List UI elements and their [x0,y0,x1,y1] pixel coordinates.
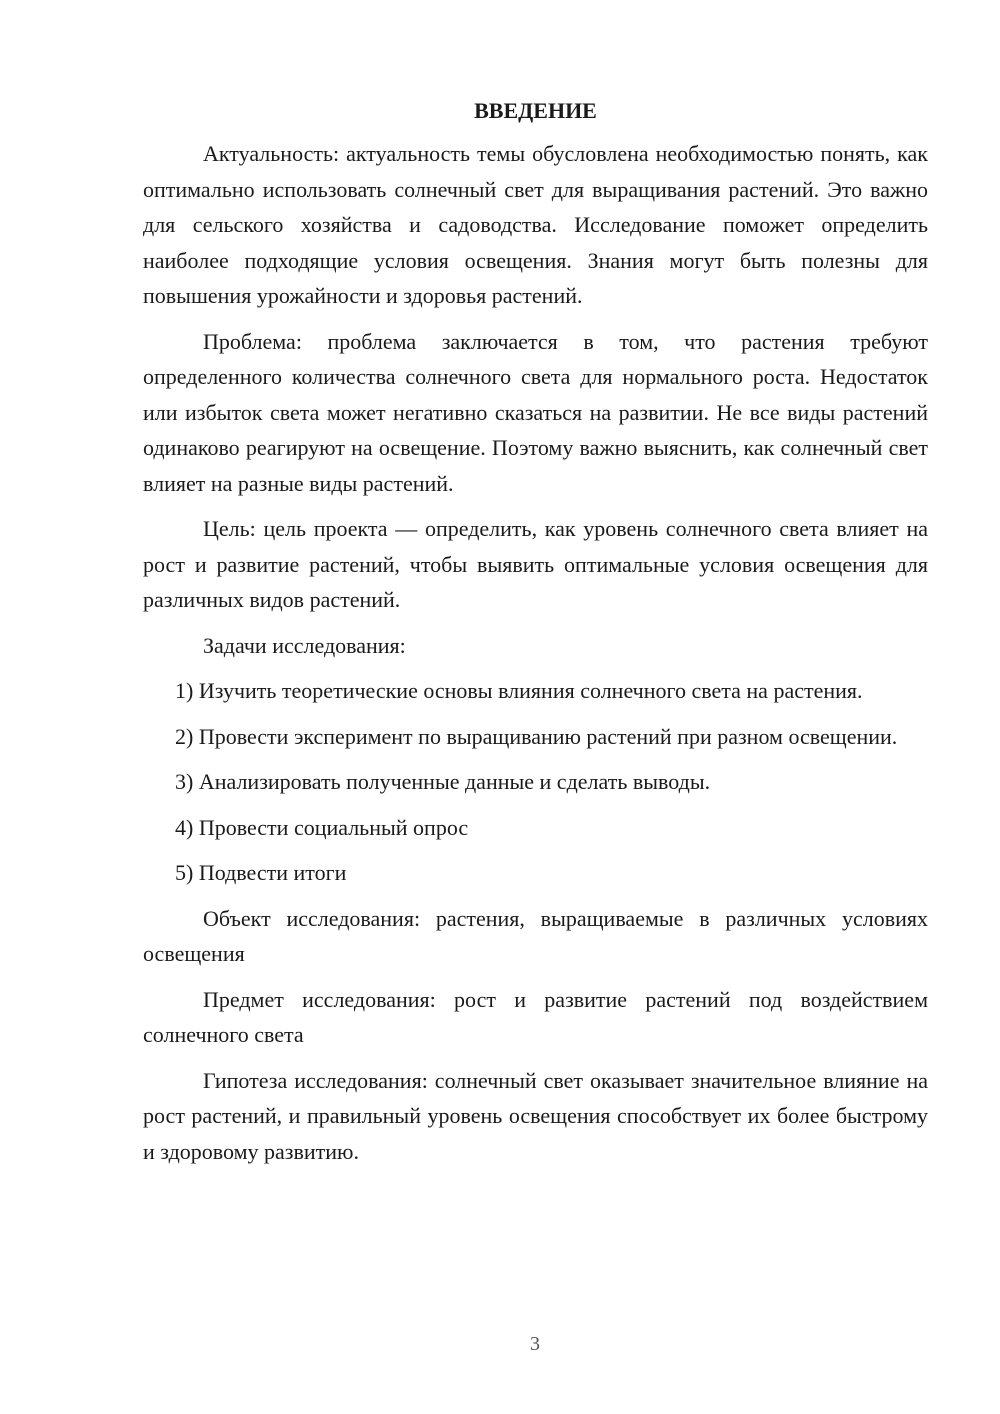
tasks-list [143,673,928,891]
list-item: 4) Провести социальный опрос [175,814,469,840]
goal-paragraph: Цель: цель проекта — определить, как уровень солнечного света влияет на рост и развитие растений, чтобы выявить оптимальные условия освещения для различных видов растений. [143,516,928,612]
list-item: 2) Провести эксперимент по выращиванию растений при разном освещении. [175,723,898,749]
document-page [143,94,928,1179]
tasks-heading: Задачи исследования: [203,632,406,658]
list-item: 3) Анализировать полученные данные и сделать выводы. [175,769,711,794]
subject-paragraph: Предмет исследования: рост и развитие растений под воздействием солнечного света [143,986,928,1047]
problem-paragraph: Проблема: проблема заключается в том, что растения требуют определенного количества солнечного света для нормального роста. Недостаток или избыток света может негативно сказаться на развитии. Не все виды растений одинаково реагируют на освещение. Поэтому важно выяснить, как солнечный свет влияет на разные виды растений. [143,328,928,496]
hypothesis-paragraph: Гипотеза исследования: солнечный свет оказывает значительное влияние на рост растений, и правильный уровень освещения способствует их более быстрому и здоровому развитию. [143,1067,928,1164]
list-item: 1) Изучить теоретические основы влияния солнечного света на растения. [175,678,863,703]
page-number: 3 [530,1333,540,1355]
list-item: 5) Подвести итоги [175,860,347,885]
relevance-paragraph: Актуальность: актуальность темы обусловлена необходимостью понять, как оптимально использовать солнечный свет для выращивания растений. Это важно для сельского хозяйства и садоводства. Исследование поможет определить наиболее подходящие условия освещения. Знания могут быть полезны для повышения урожайности и здоровья растений. [143,141,928,308]
page-title: ВВЕДЕНИЕ [474,98,597,123]
object-paragraph: Объект исследования: растения, выращиваемые в различных условиях освещения [143,905,928,966]
